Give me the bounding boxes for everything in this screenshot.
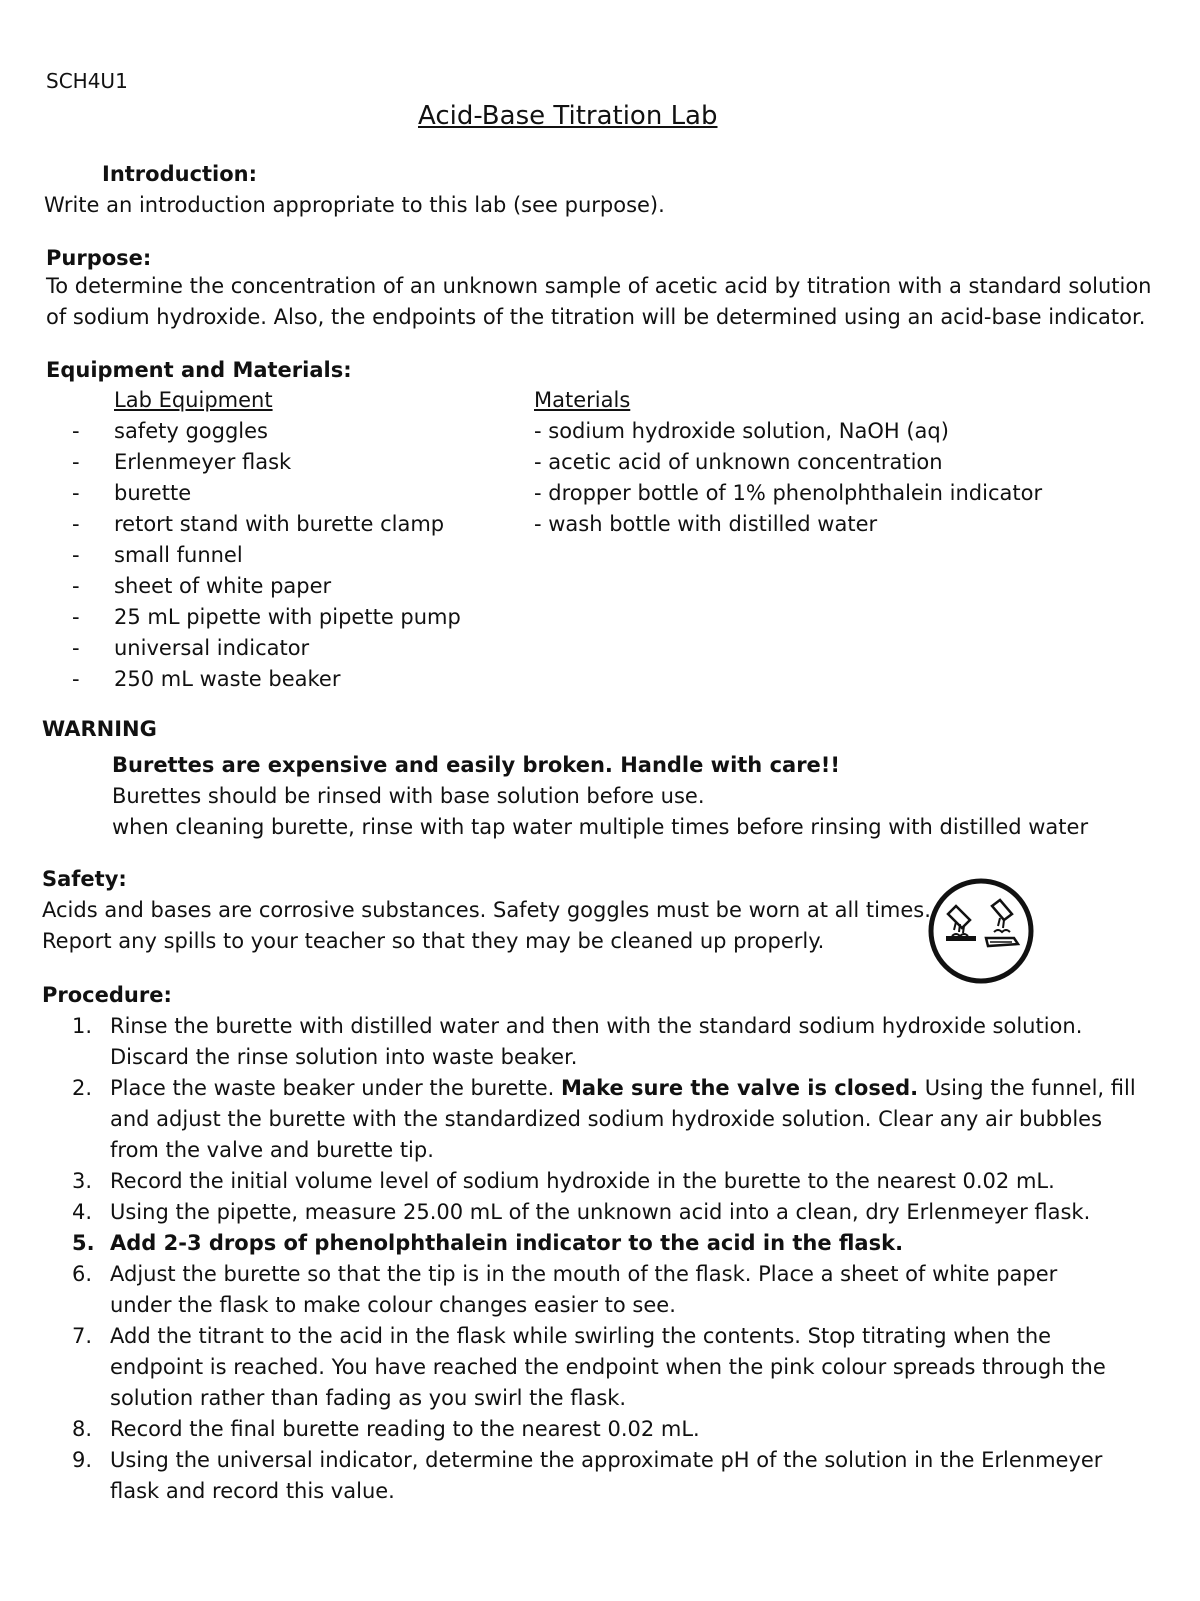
lab-equipment-heading: Lab Equipment (114, 388, 273, 412)
list-item: - wash bottle with distilled water (534, 512, 878, 536)
list-item: - acetic acid of unknown concentration (534, 450, 943, 474)
materials-heading: Materials (534, 388, 631, 412)
procedure-list (72, 1011, 1172, 1507)
course-code: SCH4U1 (46, 69, 128, 93)
introduction-heading: Introduction: (102, 162, 258, 186)
safety-line: Report any spills to your teacher so that they may be cleaned up properly. (42, 929, 825, 953)
safety-line: Acids and bases are corrosive substances. Safety goggles must be worn at all times. (42, 898, 931, 922)
procedure-step: 4. Using the pipette, measure 25.00 mL of the unknown acid into a clean, dry Erlenmeyer flask. (72, 1200, 1091, 1224)
warning-line: when cleaning burette, rinse with tap water multiple times before rinsing with distilled water (112, 815, 1089, 839)
procedure-step: 3. Record the initial volume level of sodium hydroxide in the burette to the nearest 0.02 mL. (72, 1169, 1055, 1193)
warning-heading: WARNING (42, 717, 157, 741)
safety-heading: Safety: (42, 867, 127, 891)
procedure-step: 2. Place the waste beaker under the burette. Make sure the valve is closed. Using the funnel, fill and adjust the burette with the standardized sodium hydroxide solution. Clear any air bubbles from the valve and burette tip. (72, 1076, 1136, 1162)
warning-line: Burettes should be rinsed with base solution before use. (112, 784, 705, 808)
procedure-step: 5. Add 2-3 drops of phenolphthalein indicator to the acid in the flask. (72, 1231, 904, 1255)
procedure-step: 6. Adjust the burette so that the tip is in the mouth of the flask. Place a sheet of white paper under the flask to make colour changes easier to see. (72, 1262, 1058, 1317)
warning-line: Burettes are expensive and easily broken. Handle with care!! (112, 753, 840, 777)
purpose-heading: Purpose: (46, 246, 152, 270)
list-item: - sodium hydroxide solution, NaOH (aq) (534, 419, 949, 443)
page-title: Acid-Base Titration Lab (418, 101, 718, 131)
procedure-heading: Procedure: (42, 983, 172, 1007)
procedure-step: 7. Add the titrant to the acid in the flask while swirling the contents. Stop titrating when the endpoint is reached. You have reached the endpoint when the pink colour spreads through the solution rather than fading as you swirl the flask. (72, 1324, 1106, 1410)
materials-list (534, 418, 1042, 542)
list-item: - dropper bottle of 1% phenolphthalein indicator (534, 481, 1043, 505)
equipment-heading: Equipment and Materials: (46, 358, 352, 382)
purpose-line: of sodium hydroxide. Also, the endpoints of the titration will be determined using an acid-base indicator. (46, 305, 1146, 329)
procedure-step: 8. Record the final burette reading to the nearest 0.02 mL. (72, 1417, 700, 1441)
corrosive-hazard-icon (926, 876, 1036, 986)
purpose-line: To determine the concentration of an unknown sample of acetic acid by titration with a standard solution (46, 274, 1152, 298)
introduction-text: Write an introduction appropriate to this lab (see purpose). (44, 193, 665, 217)
procedure-step: 9. Using the universal indicator, determine the approximate pH of the solution in the Erlenmeyer flask and record this value. (72, 1448, 1103, 1503)
corrosive-hazard-icon (926, 876, 1036, 986)
procedure-step: 1. Rinse the burette with distilled water and then with the standard sodium hydroxide solution. Discard the rinse solution into waste beaker. (72, 1014, 1083, 1069)
